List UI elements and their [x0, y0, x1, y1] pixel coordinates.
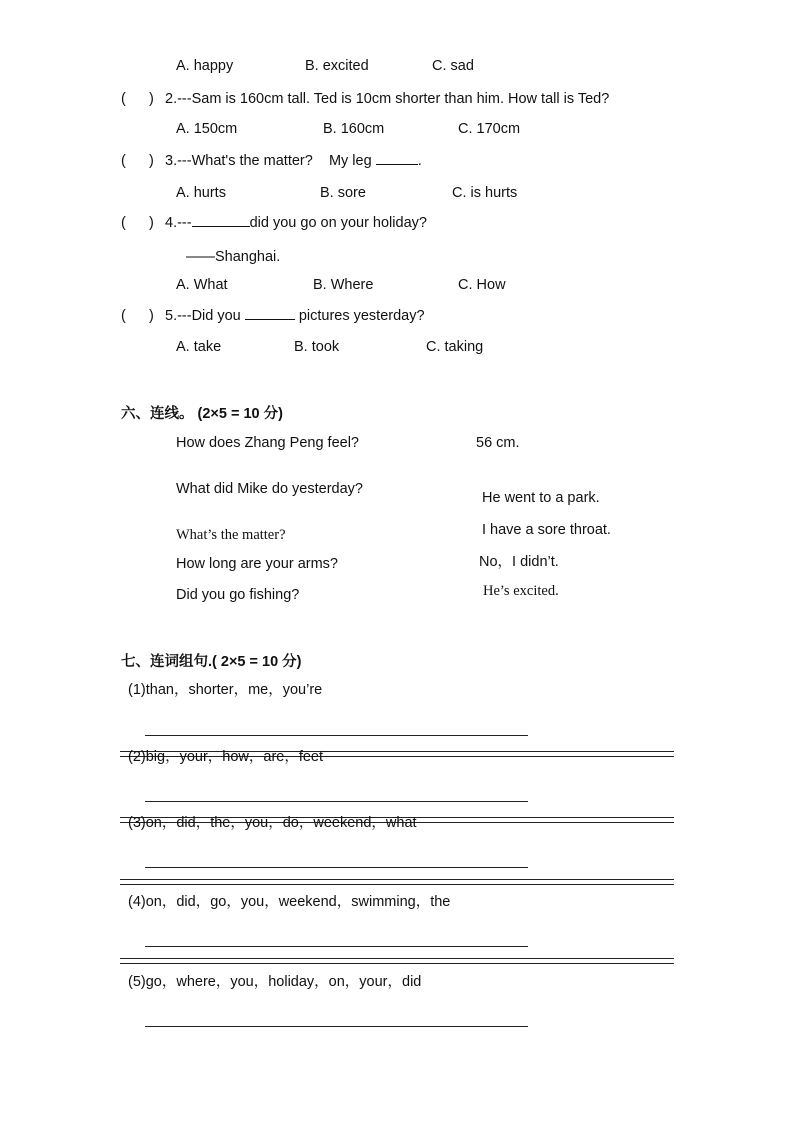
q5-stem: [165, 309, 425, 324]
q2-paren-open: (: [121, 91, 126, 107]
q3-option-a: A. hurts: [176, 185, 226, 201]
q2-option-b: B. 160cm: [323, 121, 385, 137]
divider-4: [120, 958, 674, 964]
q1-option-c: C. sad: [432, 58, 474, 74]
answer-line-1[interactable]: [145, 735, 528, 736]
sentence-item-3: (3)on，did，the，you，do，weekend，what: [128, 815, 417, 831]
section6-heading: 六、连线。 (2×5 = 10 分): [121, 406, 283, 422]
q4-stem-rest: did you go on your holiday?: [249, 215, 427, 231]
q4-option-b: B. Where: [313, 277, 374, 293]
q5-stem-prefix: 5.---Did you: [165, 308, 241, 324]
q3-stem: [165, 154, 422, 169]
q3-paren-close: ): [149, 153, 154, 169]
match-question-3: What’s the matter?: [176, 527, 286, 543]
answer-line-4[interactable]: [145, 946, 528, 947]
q1-option-a: A. happy: [176, 58, 234, 74]
answer-line-2[interactable]: [145, 801, 528, 802]
q2-stem: 2.---Sam is 160cm tall. Ted is 10cm shorter than him. How tall is Ted?: [165, 91, 610, 107]
sentence-item-2: (2)big，your，how，are，feet: [128, 749, 324, 765]
match-question-1: How does Zhang Peng feel?: [176, 435, 359, 451]
q4-option-c: C. How: [458, 277, 506, 293]
sentence-item-5: (5)go，where，you，holiday，on，your，did: [128, 974, 422, 990]
match-answer-1: 56 cm.: [476, 435, 520, 451]
match-answer-3: I have a sore throat.: [482, 522, 611, 538]
match-question-4: How long are your arms?: [176, 556, 338, 572]
section7-heading: 七、连词组句.( 2×5 = 10 分): [121, 654, 302, 670]
q3-option-b: B. sore: [320, 185, 366, 201]
match-answer-5: He’s excited.: [483, 583, 559, 599]
q3-stem-end: .: [417, 153, 422, 169]
q3-paren-open: (: [121, 153, 126, 169]
q2-option-c: C. 170cm: [458, 121, 521, 137]
q1-option-b: B. excited: [305, 58, 369, 74]
q4-answer-line: ——Shanghai.: [186, 249, 281, 265]
q5-stem-rest: pictures yesterday?: [298, 308, 425, 324]
q4-stem: [165, 216, 427, 231]
q5-paren-open: (: [121, 308, 126, 324]
q4-paren-open: (: [121, 215, 126, 231]
q4-blank: [192, 226, 250, 227]
answer-line-3[interactable]: [145, 867, 528, 868]
q2-paren-close: ): [149, 91, 154, 107]
sentence-item-1: (1)than，shorter，me，you’re: [128, 682, 323, 698]
q4-option-a: A. What: [176, 277, 228, 293]
answer-line-5[interactable]: [145, 1026, 528, 1027]
q3-option-c: C. is hurts: [452, 185, 518, 201]
q3-stem-answer: My leg: [328, 153, 372, 169]
q3-blank: [376, 164, 418, 165]
match-answer-2: He went to a park.: [482, 490, 600, 506]
q5-paren-close: ): [149, 308, 154, 324]
q5-option-a: A. take: [176, 339, 222, 355]
q5-blank: [245, 319, 295, 320]
q5-option-b: B. took: [294, 339, 340, 355]
sentence-item-4: (4)on，did，go，you，weekend，swimming，the: [128, 894, 451, 910]
q2-option-a: A. 150cm: [176, 121, 238, 137]
q3-stem-question: 3.---What's the matter?: [165, 153, 313, 169]
divider-3: [120, 879, 674, 885]
q5-option-c: C. taking: [426, 339, 484, 355]
match-answer-4: No，I didn’t.: [479, 554, 559, 570]
match-question-2: What did Mike do yesterday?: [176, 481, 363, 497]
match-question-5: Did you go fishing?: [176, 587, 300, 603]
q4-stem-prefix: 4.---: [165, 215, 192, 231]
q4-paren-close: ): [149, 215, 154, 231]
